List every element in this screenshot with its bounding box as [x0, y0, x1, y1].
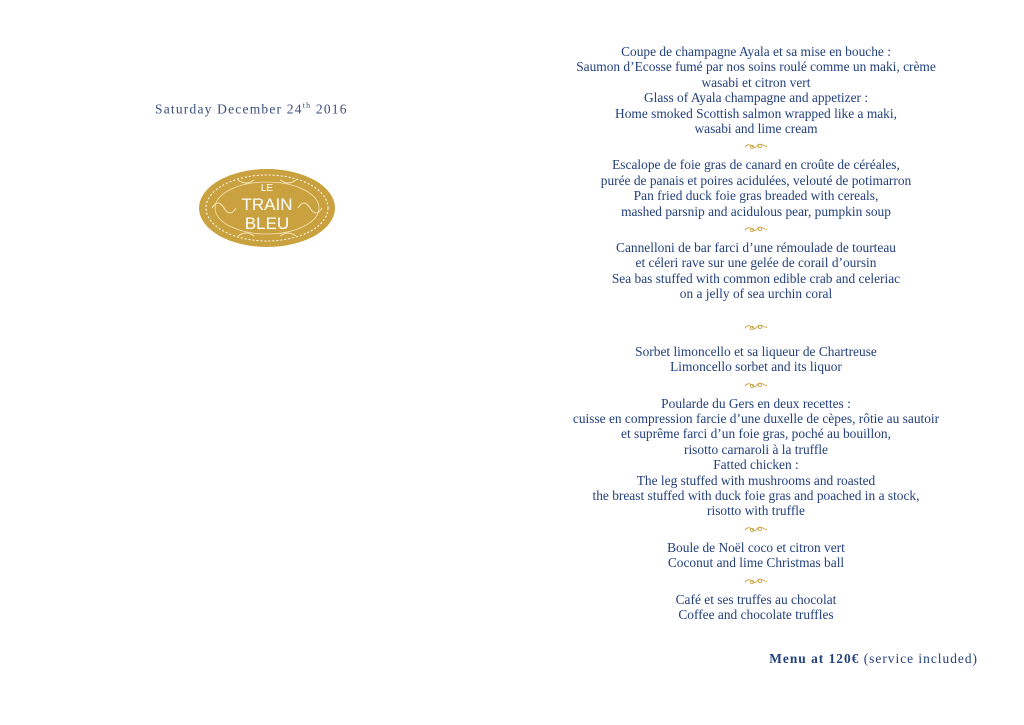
course-line: risotto with truffle	[707, 503, 805, 519]
course-line: the breast stuffed with duck foie gras and poached in a stock,	[592, 487, 920, 503]
course-line: Poularde du Gers en deux recettes :	[661, 395, 851, 411]
course-separator	[528, 302, 984, 344]
course-line: et suprême farci d’un foie gras, poché au bouillon,	[621, 426, 891, 442]
course-separator	[528, 219, 984, 240]
course-line: wasabi and lime cream	[694, 121, 818, 137]
course-line: Pan fried duck foie gras breaded with cereals,	[633, 188, 879, 204]
course-separator	[528, 375, 984, 396]
course-separator	[528, 136, 984, 157]
course-line: cuisse en compression farcie d’une duxelle de cèpes, rôtie au sautoir	[572, 410, 940, 426]
course-separator	[528, 571, 984, 592]
menu-price	[769, 651, 978, 667]
ornament-icon	[743, 225, 769, 234]
ornament-icon	[743, 381, 769, 390]
date-ordinal: th	[302, 101, 312, 110]
course-line: wasabi et citron vert	[701, 74, 811, 90]
course-line: The leg stuffed with mushrooms and roasted	[636, 472, 876, 488]
course-line: Coffee and chocolate truffles	[678, 606, 834, 622]
course-4	[528, 344, 984, 375]
course-line: Café et ses truffes au chocolat	[675, 591, 837, 607]
course-line: on a jelly of sea urchin coral	[679, 286, 833, 302]
course-line: Cannelloni de bar farci d’une rémoulade de tourteau	[616, 240, 896, 256]
course-line: Escalope de foie gras de canard en croûte de céréales,	[612, 157, 900, 173]
course-line: Coupe de champagne Ayala et sa mise en bouche :	[621, 44, 891, 59]
course-line: mashed parsnip and acidulous pear, pumpkin soup	[621, 203, 891, 219]
course-line: Sea bas stuffed with common edible crab and celeriac	[611, 270, 901, 286]
course-line: Coconut and lime Christmas ball	[667, 555, 845, 571]
ornament-icon	[743, 323, 769, 332]
logo-line-train: TRAIN	[241, 195, 293, 214]
course-3	[528, 240, 984, 302]
course-line: et céleri rave sur une gelée de corail d’oursin	[635, 255, 877, 271]
course-7	[528, 592, 984, 623]
ornament-icon	[743, 525, 769, 534]
course-line: Home smoked Scottish salmon wrapped like a maki,	[615, 105, 897, 121]
ornament-icon	[743, 142, 769, 151]
course-line: Boule de Noël coco et citron vert	[667, 539, 845, 555]
date-year: 2016	[315, 101, 348, 117]
date-text: Saturday December 24	[155, 101, 303, 117]
le-train-bleu-logo	[198, 168, 336, 248]
course-line: Sorbet limoncello et sa liqueur de Chartreuse	[635, 343, 877, 359]
course-line: Limoncello sorbet and its liquor	[670, 359, 842, 375]
logo-line-le: LE	[260, 183, 274, 194]
course-separator	[528, 519, 984, 540]
menu-courses	[528, 44, 984, 622]
course-line: risotto carnaroli à la truffle	[683, 441, 828, 457]
course-line: Saumon d’Ecosse fumé par nos soins roulé comme un maki, crème	[576, 59, 936, 75]
course-2	[528, 157, 984, 219]
logo-line-bleu: BLEU	[244, 214, 290, 233]
course-5	[528, 396, 984, 519]
price-label: Menu at 120€	[769, 651, 860, 666]
ornament-icon	[743, 577, 769, 586]
price-note: (service included)	[859, 651, 978, 666]
course-line: purée de panais et poires acidulées, velouté de potimarron	[600, 172, 912, 188]
course-line: Fatted chicken :	[713, 457, 799, 473]
course-6	[528, 540, 984, 571]
menu-date	[155, 101, 348, 118]
course-1	[528, 44, 984, 136]
course-line: Glass of Ayala champagne and appetizer :	[643, 90, 869, 106]
